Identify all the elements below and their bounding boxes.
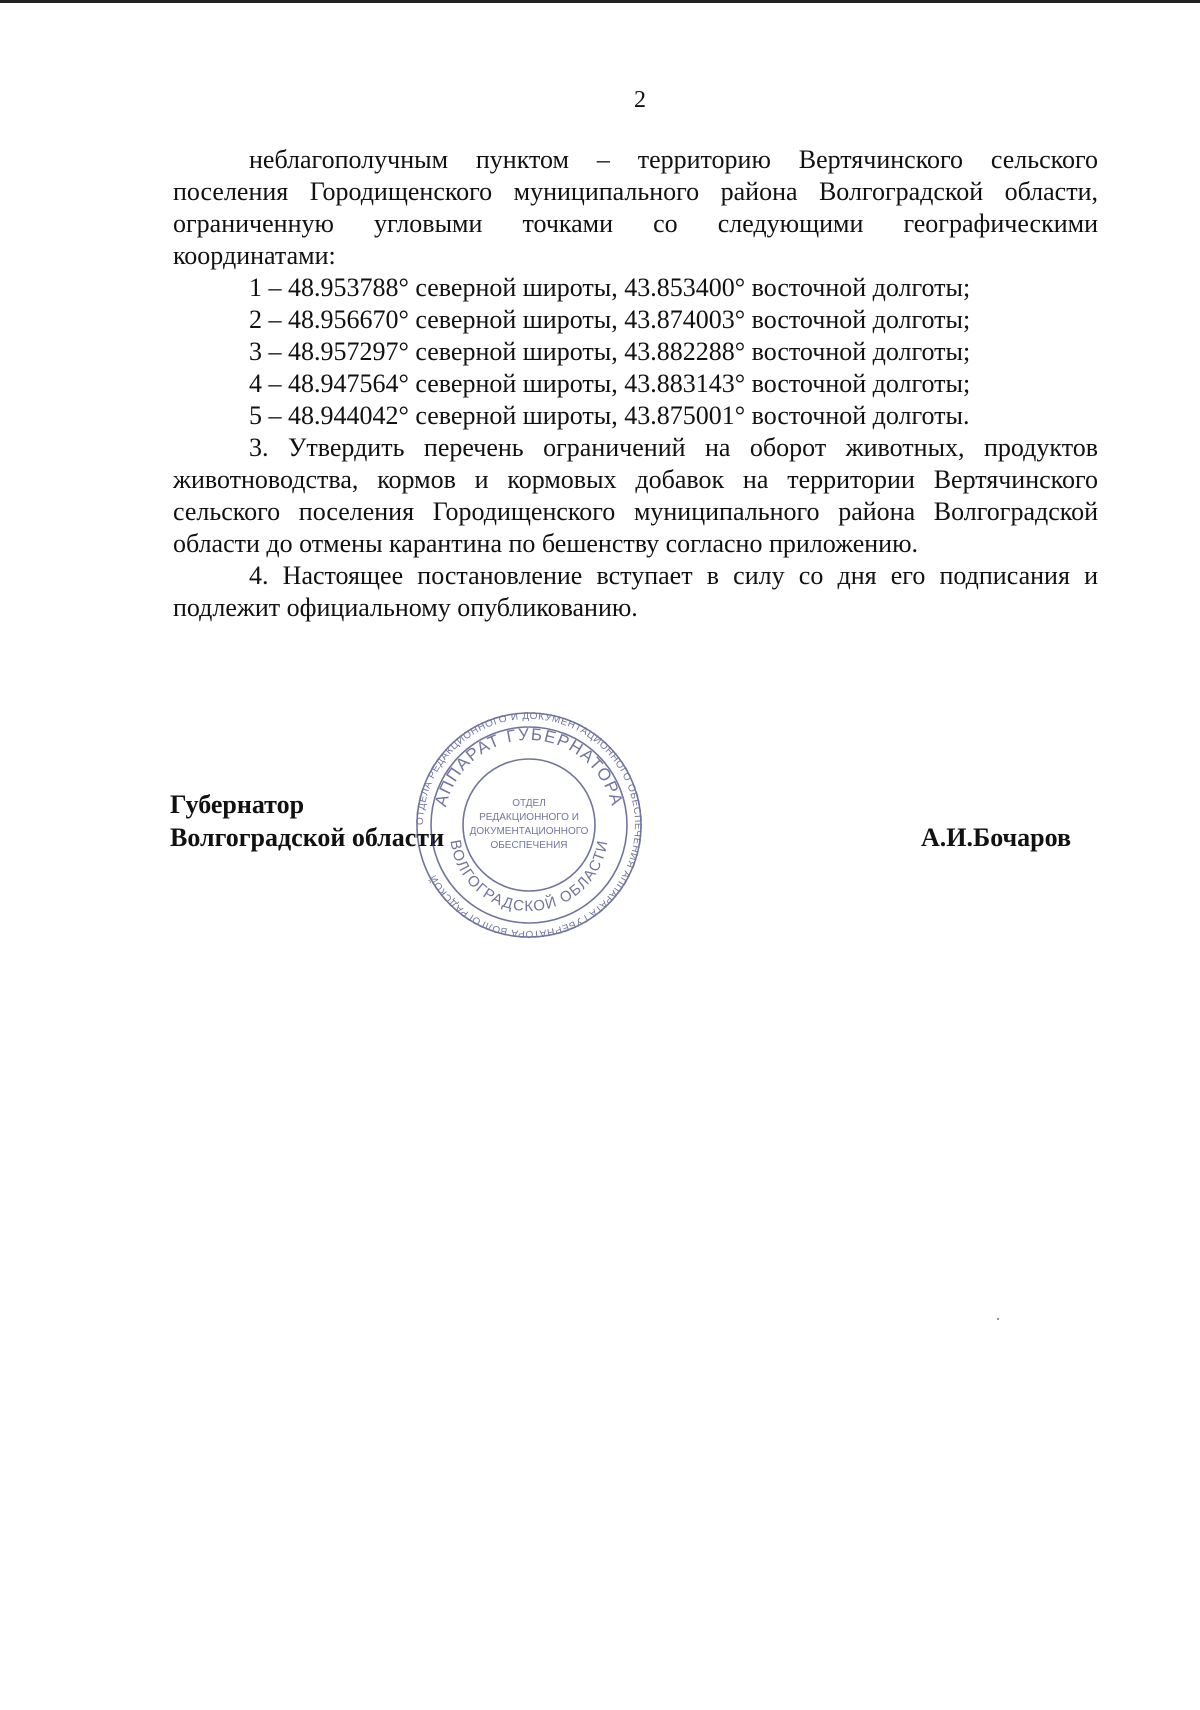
signatory-title <box>170 788 444 854</box>
seal-top-text: АППАРАТ ГУБЕРНАТОРА <box>431 724 627 809</box>
seal-inner-circle <box>463 759 595 891</box>
item-4-paragraph: 4. Настоящее постановление вступает в силу со дня его подписания и подлежит официальному опубликованию. <box>173 561 1098 622</box>
signatory-title-line-2: Волгоградской области <box>170 823 445 852</box>
coordinate-point-4: 4 – 48.947564° северной широты, 43.883143° восточной долготы; <box>249 369 971 398</box>
seal-center-line-2: РЕДАКЦИОННОГО И <box>479 812 579 823</box>
seal-center-line-4: ОБЕСПЕЧЕНИЯ <box>490 840 568 851</box>
intro-paragraph: неблагополучным пунктом – территорию Вертячинского сельского поселения Городищенского муниципального района Волгоградской области, ограниченную угловыми точками со следующими географическими координатами: <box>173 145 1098 270</box>
top-border-line <box>0 0 1200 3</box>
coordinate-point-1: 1 – 48.953788° северной широты, 43.853400° восточной долготы; <box>249 273 971 302</box>
scan-speck <box>997 1318 999 1320</box>
signatory-name: А.И.Бочаров <box>921 823 1072 852</box>
signatory-title-line-1: Губернатор <box>170 790 305 819</box>
item-3-paragraph: 3. Утвердить перечень ограничений на оборот животных, продуктов животноводства, кормов и кормовых добавок на территории Вертячинского сельского поселения Городищенского муниципального района Волгоградской области до отмены карантина по бешенству согласно приложению. <box>173 433 1098 558</box>
coordinate-point-5: 5 – 48.944042° северной широты, 43.875001° восточной долготы. <box>249 401 970 430</box>
official-seal <box>414 710 644 940</box>
seal-center-line-3: ДОКУМЕНТАЦИОННОГО <box>469 826 589 837</box>
page-number: 2 <box>634 87 646 113</box>
coordinate-point-3: 3 – 48.957297° северной широты, 43.882288° восточной долготы; <box>249 337 971 366</box>
document-body <box>173 144 1098 624</box>
coordinate-point-2: 2 – 48.956670° северной широты, 43.874003° восточной долготы; <box>249 305 971 334</box>
seal-center-line-1: ОТДЕЛ <box>512 798 546 809</box>
seal-outer-text: ОТДЕЛА РЕДАКЦИОННОГО И ДОКУМЕНТАЦИОННОГО ОБЕСПЕЧЕНИЯ АППАРАТА ГУБЕРНАТОРА ВОЛГОГРАДСКОЙ <box>414 710 644 940</box>
seal-bottom-text: ВОЛГОГРАДСКОЙ ОБЛАСТИ <box>446 838 612 916</box>
